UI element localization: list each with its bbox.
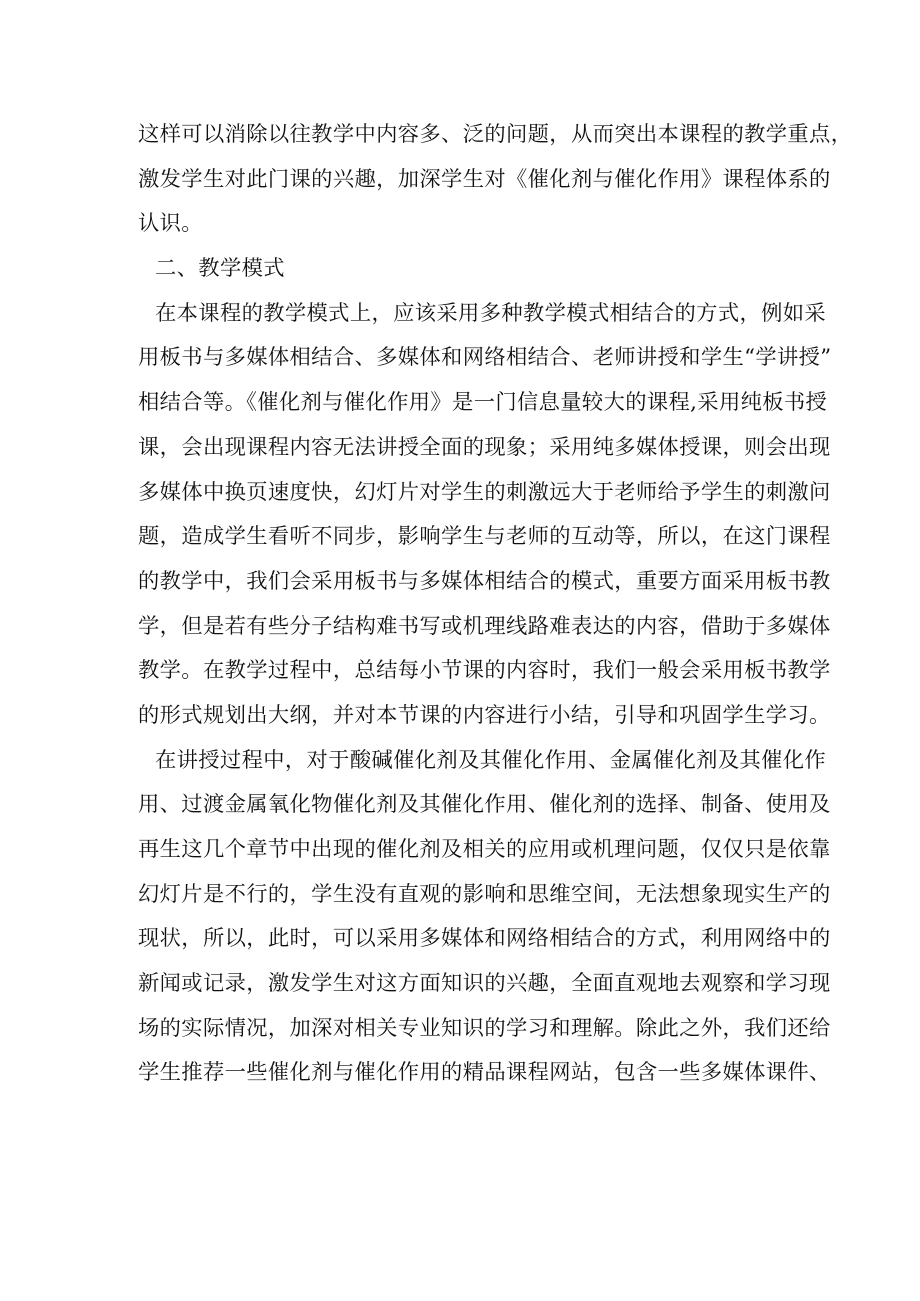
text-line: 题，造成学生看听不同步，影响学生与老师的互动等，所以，在这门课程 — [138, 524, 831, 550]
text-line: 在讲授过程中，对于酸碱催化剂及其催化作用、金属催化剂及其催化作 — [155, 747, 827, 773]
text-line: 的形式规划出大纲，并对本节课的内容进行小结，引导和巩固学生学习。 — [138, 702, 831, 728]
section-heading: 二、教学模式 — [155, 256, 285, 282]
text-line: 学，但是若有些分子结构难书写或机理线路难表达的内容，借助于多媒体 — [138, 613, 831, 639]
text-line: 学生推荐一些催化剂与催化作用的精品课程网站，包含一些多媒体课件、 — [138, 1060, 831, 1086]
text-line: 现状，所以，此时，可以采用多媒体和网络相结合的方式，利用网络中的 — [138, 926, 831, 952]
text-line: 认识。 — [138, 211, 203, 237]
text-line: 新闻或记录，激发学生对这方面知识的兴趣，全面直观地去观察和学习现 — [138, 971, 831, 997]
text-line: 多媒体中换页速度快，幻灯片对学生的刺激远大于老师给予学生的刺激问 — [138, 479, 831, 505]
text-line: 教学。在教学过程中，总结每小节课的内容时，我们一般会采用板书教学 — [138, 658, 831, 684]
text-line: 课，会出现课程内容无法讲授全面的现象；采用纯多媒体授课，则会出现 — [138, 434, 831, 460]
text-line: 这样可以消除以往教学中内容多、泛的问题，从而突出本课程的教学重点， — [138, 122, 853, 147]
text-line: 用板书与多媒体相结合、多媒体和网络相结合、老师讲授和学生“学讲授” — [138, 345, 832, 371]
text-line: 的教学中，我们会采用板书与多媒体相结合的模式，重要方面采用板书教 — [138, 568, 831, 594]
text-line: 激发学生对此门课的兴趣，加深学生对《催化剂与催化作用》课程体系的 — [138, 166, 831, 192]
text-line: 相结合等。《催化剂与催化作用》是一门信息量较大的课程,采用纯板书授 — [138, 390, 828, 416]
body-text — [138, 113, 853, 1096]
text-line: 再生这几个章节中出现的催化剂及相关的应用或机理问题，仅仅只是依靠 — [138, 837, 831, 862]
text-line: 场的实际情况，加深对相关专业知识的学习和理解。除此之外，我们还给 — [138, 1015, 831, 1041]
text-line: 用、过渡金属氧化物催化剂及其催化作用、催化剂的选择、制备、使用及 — [138, 792, 831, 818]
text-line: 在本课程的教学模式上，应该采用多种教学模式相结合的方式，例如采 — [155, 300, 827, 326]
text-line: 幻灯片是不行的，学生没有直观的影响和思维空间，无法想象现实生产的 — [138, 881, 831, 907]
